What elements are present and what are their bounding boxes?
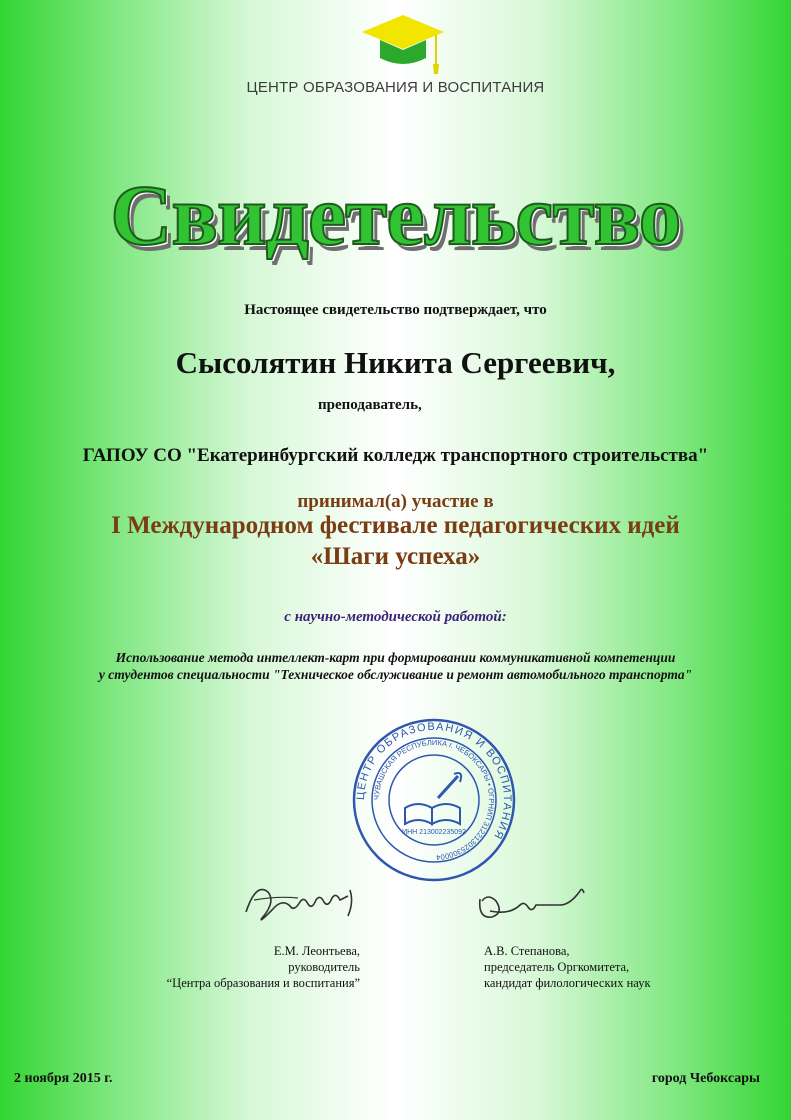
recipient-institution: ГАПОУ СО "Екатеринбургский колледж транспортного строительства": [82, 445, 709, 466]
issue-date: 2 ноября 2015 г.: [14, 1071, 113, 1086]
right-signatory: [484, 944, 744, 992]
signature-left-image: [238, 872, 368, 934]
participation-text: принимал(а) участие в: [297, 491, 494, 512]
work-title: [0, 650, 791, 684]
signature-right-image: [470, 875, 600, 935]
certificate-title: Свидетельство: [110, 167, 681, 263]
graduation-cap-icon: [360, 12, 446, 78]
right-signatory-name: А.В. Степанова,: [484, 944, 570, 958]
right-signatory-degree: кандидат филологических наук: [484, 975, 651, 990]
left-signatory: [110, 944, 360, 992]
organization-name: ЦЕНТР ОБРАЗОВАНИЯ И ВОСПИТАНИЯ: [246, 79, 545, 96]
work-title-line-2: у студентов специальности "Техническое обслуживание и ремонт автомобильного транспорта": [98, 666, 693, 682]
issue-city: город Чебоксары: [651, 1071, 760, 1086]
festival-line-1: I Международном фестивале педагогических идей: [111, 512, 680, 539]
work-title-line-1: Использование метода интеллект-карт при формировании коммуникативной компетенции: [115, 650, 676, 665]
stamp-inn-text: ИНН 213002235092: [402, 829, 466, 836]
recipient-position: преподаватель,: [318, 397, 422, 413]
open-book-icon: [405, 773, 461, 824]
work-type: с научно-методической работой:: [284, 609, 507, 625]
stamp-outer-text: ЦЕНТР ОБРАЗОВАНИЯ И ВОСПИТАНИЯ: [354, 720, 514, 843]
right-signatory-role: председатель Оргкомитета,: [484, 959, 630, 974]
festival-name: [0, 510, 791, 573]
festival-line-2: «Шаги успеха»: [310, 543, 481, 571]
recipient-name: Сысолятин Никита Сергеевич,: [175, 345, 616, 380]
stamp-inner-text: ЧУВАШСКАЯ РЕСПУБЛИКА г. ЧЕБОКСАРЫ • ОГРНИП 312213025300004: [371, 737, 497, 862]
official-stamp: [350, 716, 518, 884]
left-signatory-name: Е.М. Леонтьева,: [273, 944, 360, 958]
left-signatory-role: руководитель: [288, 959, 360, 974]
confirmation-text: Настоящее свидетельство подтверждает, что: [244, 302, 547, 318]
left-signatory-org: “Центра образования и воспитания”: [166, 975, 360, 990]
